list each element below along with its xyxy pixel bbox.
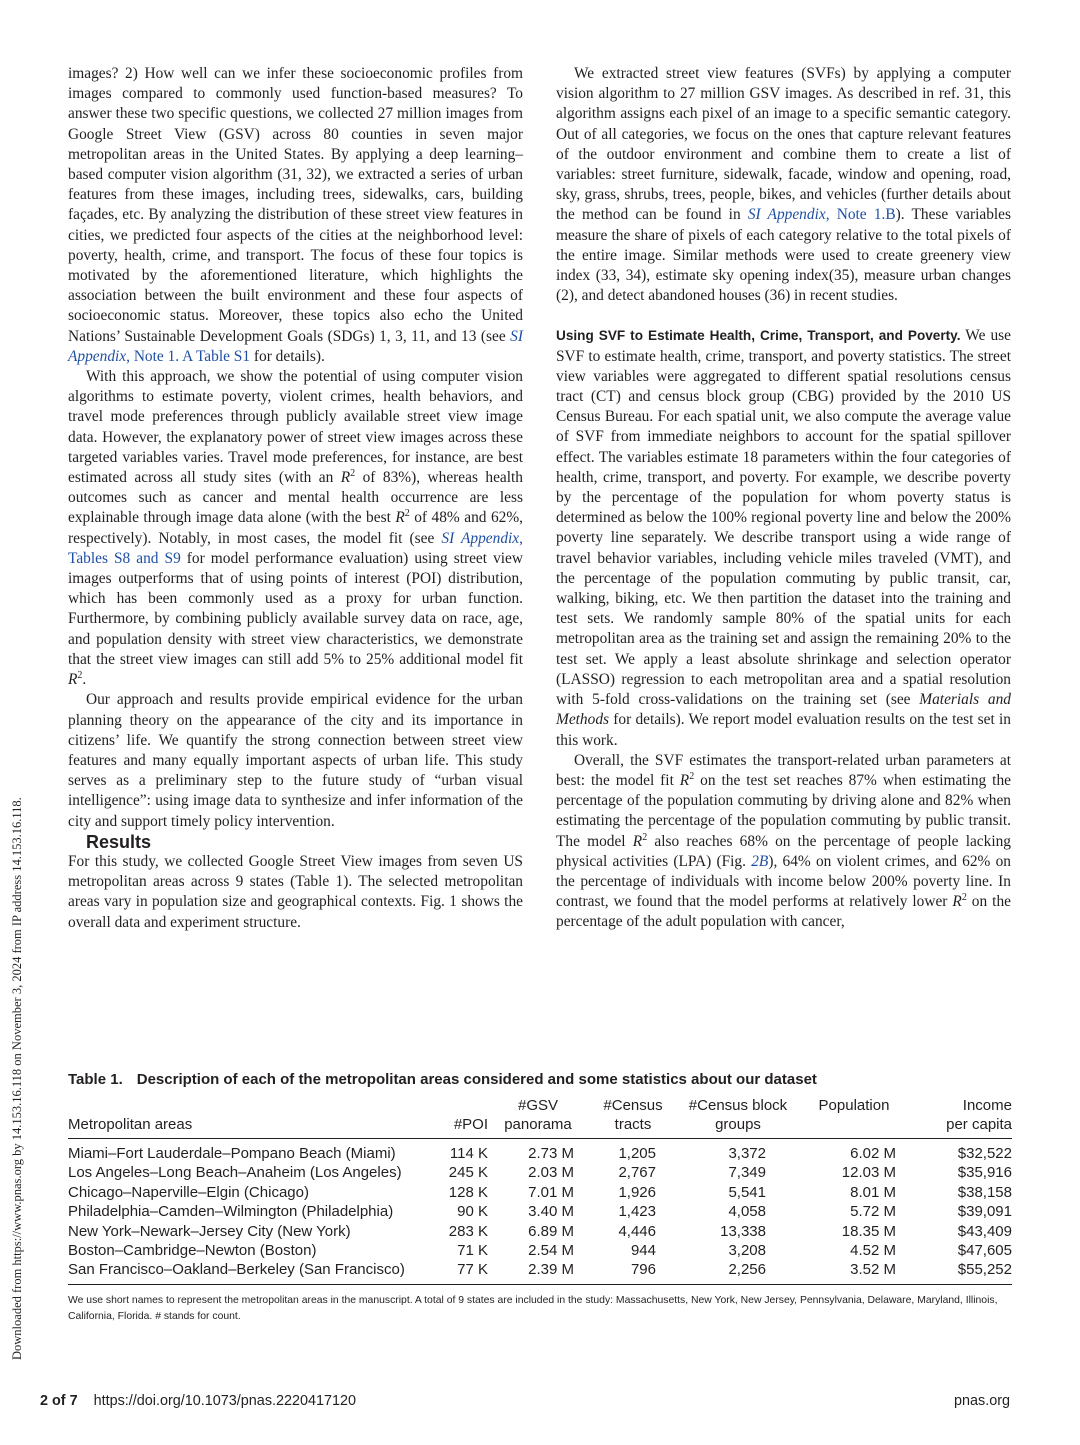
cell-metro: San Francisco–Oakland–Berkeley (San Francisco) (68, 1261, 405, 1279)
site-link[interactable]: pnas.org (953, 1393, 1010, 1409)
cell-block-groups: 4,058 (728, 1203, 766, 1221)
cell-metro: Chicago–Naperville–Elgin (Chicago) (68, 1183, 309, 1201)
cell-tracts: 796 (630, 1261, 656, 1279)
cell-tracts: 944 (630, 1242, 656, 1260)
col-header-income: Income per capita (946, 1097, 1012, 1133)
cell-tracts: 2,767 (618, 1164, 656, 1182)
cell-metro: Los Angeles–Long Beach–Anaheim (Los Angeles) (68, 1164, 402, 1182)
cell-block-groups: 3,208 (728, 1242, 766, 1260)
cell-tracts: 1,423 (618, 1203, 656, 1221)
cell-population: 18.35 M (841, 1222, 896, 1240)
cell-income: $47,605 (957, 1242, 1012, 1260)
table-1 (68, 1071, 1012, 1325)
cell-block-groups: 5,541 (728, 1183, 766, 1201)
section-heading: Results (86, 831, 152, 852)
cell-metro: New York–Newark–Jersey City (New York) (68, 1222, 351, 1240)
paragraph: Our approach and results provide empirical evidence for the urban planning theory on the appearance of the city and its importance in citizens’ life. We quantify the strong connection between street view features and many equally important aspects of urban life. This study serves as a preliminary step to the future study of “urban visual intelligence”: using image data to synthesize and infer information of the city and support timely policy intervention. (68, 691, 523, 830)
table-row (68, 1241, 1012, 1260)
si-appendix-link[interactable]: SI Appendix, Note 1.B (747, 206, 896, 224)
cell-population: 4.52 M (850, 1242, 896, 1260)
col-header-gsv: #GSV panorama (504, 1097, 572, 1133)
cell-block-groups: 13,338 (720, 1222, 766, 1240)
cell-gsv: 2.03 M (528, 1164, 574, 1182)
cell-income: $43,409 (957, 1222, 1012, 1240)
table-row (68, 1139, 1012, 1164)
cell-block-groups: 7,349 (728, 1164, 766, 1182)
figure-link[interactable]: 2B (751, 852, 769, 870)
table-caption: Table 1. Description of each of the metropolitan areas considered and some statistics about our dataset (68, 1071, 817, 1088)
table-row (68, 1183, 1012, 1202)
table-footnote: We use short names to represent the metropolitan areas in the manuscript. A total of 9 states are included in the study: Massachusetts, New York, New Jersey, Pennsylvania, Delaware, Maryland, Illinois, California, Florida. # stands for count. (68, 1294, 998, 1322)
cell-poi: 128 K (448, 1183, 488, 1201)
cell-poi: 90 K (457, 1203, 488, 1221)
col-header-block-groups: #Census block groups (688, 1097, 788, 1133)
cell-income: $38,158 (957, 1183, 1012, 1201)
cell-income: $32,522 (957, 1145, 1012, 1162)
cell-population: 8.01 M (850, 1183, 896, 1201)
col-header-poi: #POI (453, 1116, 488, 1133)
table-row (68, 1163, 1012, 1182)
cell-population: 5.72 M (850, 1203, 896, 1221)
si-appendix-link[interactable]: SI Appendix, Tables S8 and S9 (68, 529, 523, 567)
cell-poi: 283 K (448, 1222, 488, 1240)
cell-poi: 114 K (449, 1145, 488, 1162)
cell-metro: Boston–Cambridge–Newton (Boston) (68, 1242, 317, 1260)
table-row (68, 1202, 1012, 1221)
col-header-population: Population (818, 1097, 890, 1114)
paragraph: images? 2) How well can we infer these socioeconomic profiles from images compared to commonly used function-based measures? To answer these two specific questions, we collected 27 million images from Google Street View (GSV) across 80 counties in seven major metropolitan areas in the United States. By applying a deep learning–based computer vision algorithm (31, 32), we extracted a series of urban features from these images, including trees, sidewalks, cars, building façades, etc. By analyzing the distribution of these street view features in cities, we predicted four aspects of the cities at the neighborhood level: poverty, health, crime, and transport. The focus of these four topics is motivated by the aforementioned literature, which highlights the association between the built environment and these four aspects of socioeconomic status. Moreover, these topics also echo the United Nations’ Sustainable Development Goals (SDGs) 1, 3, 11, and 13 (see SI Appendix, Note 1. A Table S1 for details). (68, 65, 523, 365)
page-footer (40, 1393, 1010, 1409)
cell-tracts: 1,205 (618, 1145, 656, 1162)
cell-gsv: 2.73 M (528, 1145, 574, 1162)
cell-block-groups: 2,256 (728, 1261, 766, 1279)
cell-metro: Miami–Fort Lauderdale–Pompano Beach (Miami) (68, 1145, 396, 1162)
si-appendix-link[interactable]: SI Appendix, Note 1. A Table S1 (68, 327, 523, 365)
cell-gsv: 7.01 M (528, 1183, 574, 1201)
cell-population: 12.03 M (841, 1164, 896, 1182)
cell-income: $55,252 (957, 1261, 1012, 1279)
cell-gsv: 2.54 M (528, 1242, 574, 1260)
cell-population: 6.02 M (850, 1145, 896, 1162)
col-header-tracts: #Census tracts (603, 1097, 663, 1133)
cell-poi: 77 K (457, 1261, 488, 1279)
cell-gsv: 2.39 M (528, 1261, 574, 1279)
doi-link[interactable]: https://doi.org/10.1073/pnas.2220417120 (93, 1393, 357, 1409)
cell-poi: 245 K (448, 1164, 488, 1182)
download-notice: Downloaded from https://www.pnas.org by 14.153.16.118 on November 3, 2024 from IP address 14.153.16.118. (10, 797, 24, 1360)
paragraph: We extracted street view features (SVFs) by applying a computer vision algorithm to 27 million GSV images. As described in ref. 31, this algorithm assigns each pixel of an image to a specific semantic category. Out of all categories, we focus on the ones that capture relevant features of the outdoor environment and combine them to create a list of variables: street furniture, sidewalk, facade, window and opening, road, sky, grass, shrubs, trees, people, bikes, and vehicles (further details about the method can be found in SI Appendix, Note 1.B). These variables measure the share of pixels of each category relative to the total pixels of the entire image. Similar methods were used to create greenery view index (33, 34), estimate sky opening index(35), measure urban changes (2), and detect abandoned houses (36) in recent studies. (556, 65, 1011, 305)
cell-income: $35,916 (957, 1164, 1012, 1182)
paragraph: For this study, we collected Google Street View images from seven US metropolitan areas across 9 states (Table 1). The selected metropolitan areas vary in population size and geographical contexts. Fig. 1 shows the overall data and experiment structure. (68, 852, 523, 931)
table-header-row (68, 1096, 1012, 1139)
paragraph: With this approach, we show the potential of using computer vision algorithms to estimate poverty, violent crimes, health behaviors, and travel mode preferences through publicly available street view image data. However, the explanatory power of street view images across these targeted variables varies. Travel mode preferences, for instance, are best estimated across all study sites (with an $R^2$ of 83%), whereas health outcomes such as cancer and mental health occurrence are less explainable through image data alone (with the best $R^2$ of 48% and 62%, respectively). Notably, in most cases, the model fit (see SI Appendix, Tables S8 and S9 for model performance evaluation) using street view images outperforms that of using points of interest (POI) distribution, which has been commonly used as a proxy for urban function. Furthermore, by combining publicly available survey data on race, age, and population density with street view characteristics, we demonstrate that the street view images can still add 5% to 25% additional model fit $R^2$. (68, 368, 524, 689)
cell-block-groups: 3,372 (728, 1145, 766, 1162)
page-number: 2 of 7 (40, 1393, 78, 1409)
table-row (68, 1260, 1012, 1284)
right-column (556, 64, 1011, 933)
paragraph: Overall, the SVF estimates the transport-related urban parameters at best: the model fit $R^2$ on the test set reaches 87% when estimating the percentage of the population commuting by driving alone and 82% when estimating the percentage of the population commuting by public transit. The model $R^2$ also reaches 68% on the percentage of people lacking physical activities (LPA) (Fig. 2B), 64% on violent crimes, and 62% on the percentage of individuals with income below 200% poverty line. In contrast, we found that the model performs at relatively lower $R^2$ on the percentage of the adult population with cancer, (556, 751, 1012, 931)
subsection-heading: Using SVF to Estimate Health, Crime, Transport, and Poverty. (556, 328, 961, 344)
col-header-metro: Metropolitan areas (68, 1116, 193, 1133)
cell-tracts: 1,926 (618, 1183, 656, 1201)
cell-income: $39,091 (957, 1203, 1012, 1221)
cell-tracts: 4,446 (618, 1222, 656, 1240)
cell-population: 3.52 M (850, 1261, 896, 1279)
cell-metro: Philadelphia–Camden–Wilmington (Philadelphia) (68, 1203, 394, 1221)
table-row (68, 1222, 1012, 1241)
paragraph: Using SVF to Estimate Health, Crime, Transport, and Poverty. We use SVF to estimate health, crime, transport, and poverty statistics. The street view variables were aggregated to different spatial resolutions census tract (CT) and census block group (CBG) provided by the 2010 US Census Bureau. For each spatial unit, we also compute the average value of SVF from immediate neighbors to account for the spatial spillover effect. The variables estimate 18 parameters within the four categories of health, crime, transport, and poverty. For example, we describe poverty by the percentage of the population for whom poverty status is determined as below the 100% regional poverty line and below the 200% poverty line separately. We describe transport using a wide range of travel behavior variables, including vehicle miles traveled (VMT), and the percentage of the population commuting by public transit, car, walking, biking, etc. We then partition the dataset into the training and test sets. We randomly sample 80% of the spatial units for each metropolitan area as the training set and assign the remaining 20% to the test set. We apply a least absolute shrinkage and selection operator (LASSO) regression to each metropolitan area and a spatial resolution with 5-fold cross-validations on the training set (see Materials and Methods for details). We report model evaluation results on the test set in this work. (556, 327, 1011, 749)
cell-gsv: 3.40 M (528, 1203, 574, 1221)
left-column (68, 64, 523, 933)
data-table (68, 1096, 1012, 1285)
cell-gsv: 6.89 M (528, 1222, 574, 1240)
cell-poi: 71 K (457, 1242, 488, 1260)
